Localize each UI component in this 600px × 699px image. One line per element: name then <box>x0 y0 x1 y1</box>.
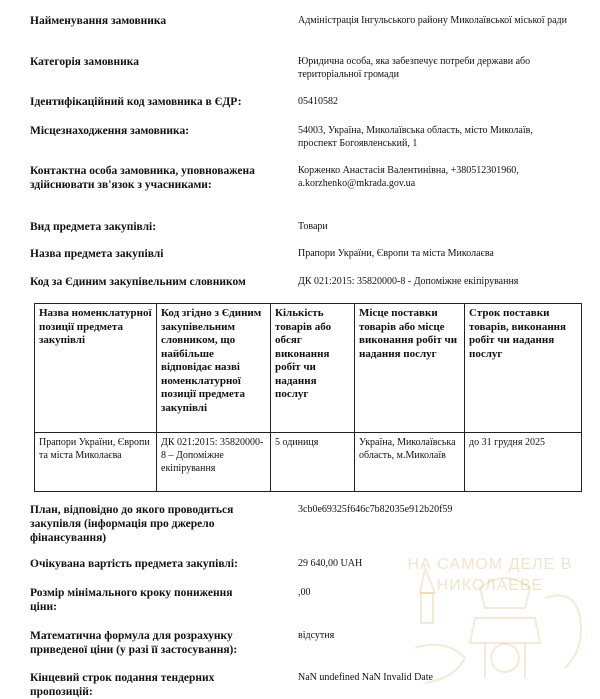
field-label: Код за Єдиним закупівельним словником <box>30 276 246 288</box>
table-cell: 5 одиниця <box>271 433 355 492</box>
field-label: Категорія замовника <box>30 56 139 68</box>
field-value: відсутня <box>298 630 335 641</box>
field-label: Вид предмета закупівлі: <box>30 221 157 233</box>
field-value: Прапори України, Європи та міста Миколаєва <box>298 248 494 259</box>
table-header-cell: Кількість товарів або обсяг виконання робіт чи надання послуг <box>271 304 355 433</box>
table-row <box>35 433 582 492</box>
field-label: Місцезнаходження замовника: <box>30 125 190 137</box>
field-value: NaN undefined NaN Invalid Date <box>298 672 433 683</box>
table-header-cell: Код згідно з Єдиним закупівельним словником, що найбільше відповідає назві номенклатурної позиції предмета закупівлі <box>157 304 271 433</box>
field-label: Найменування замовника <box>30 15 167 27</box>
table-cell: Прапори України, Європи та міста Миколаєва <box>35 433 157 492</box>
field-value: 3cb0e69325f646c7b82035e912b20f59 <box>298 504 453 515</box>
field-value: ДК 021:2015: 35820000-8 - Допоміжне екіпірування <box>298 276 519 287</box>
field-label: Контактна особа замовника, уповноважена здійснювати зв'язок з учасниками: <box>30 165 255 191</box>
table-cell: ДК 021:2015: 35820000-8 – Допоміжне екіпірування <box>157 433 271 492</box>
field-label: Ідентифікаційний код замовника в ЄДР: <box>30 96 242 108</box>
field-label: Розмір мінімального кроку пониження ціни: <box>30 587 233 613</box>
field-value: 29 640,00 UAH <box>298 558 363 569</box>
field-value: Юридична особа, яка забезпечує потреби держави або територіальної громади <box>298 56 531 80</box>
field-value: ,00 <box>298 587 311 598</box>
table-header-cell: Місце поставки товарів або місце виконання робіт чи надання послуг <box>355 304 465 433</box>
table-cell: Україна, Миколаївська область, м.Миколаїв <box>355 433 465 492</box>
table-header-row <box>35 304 582 433</box>
field-value: 05410582 <box>298 96 338 107</box>
field-value: Товари <box>298 221 328 232</box>
field-value: 54003, Україна, Миколаївська область, місто Миколаїв, проспект Богоявленський, 1 <box>298 125 533 149</box>
field-label: Кінцевий строк подання тендерних пропозицій: <box>30 672 215 698</box>
field-label: Назва предмета закупівлі <box>30 248 164 260</box>
field-value: Адміністрація Інгульського району Миколаївської міської ради <box>298 15 567 26</box>
watermark-line1: НА САМОМ ДЕЛЕ В <box>407 556 573 573</box>
field-value: Корженко Анастасія Валентинівна, +380512301960, a.korzhenko@mkrada.gov.ua <box>298 165 519 189</box>
watermark-line2: НИКОЛАЕВЕ <box>436 577 544 594</box>
field-label: Очікувана вартість предмета закупівлі: <box>30 558 238 570</box>
table-header-cell: Назва номенклатурної позиції предмета закупівлі <box>35 304 157 433</box>
field-label: Математична формула для розрахунку приведеної ціни (у разі її застосування): <box>30 630 238 656</box>
table-cell: до 31 грудня 2025 <box>465 433 582 492</box>
table-header-cell: Строк поставки товарів, виконання робіт чи надання послуг <box>465 304 582 433</box>
items-table <box>34 303 582 492</box>
field-label: План, відповідно до якого проводиться закупівля (інформація про джерело фінансування) <box>30 504 234 544</box>
